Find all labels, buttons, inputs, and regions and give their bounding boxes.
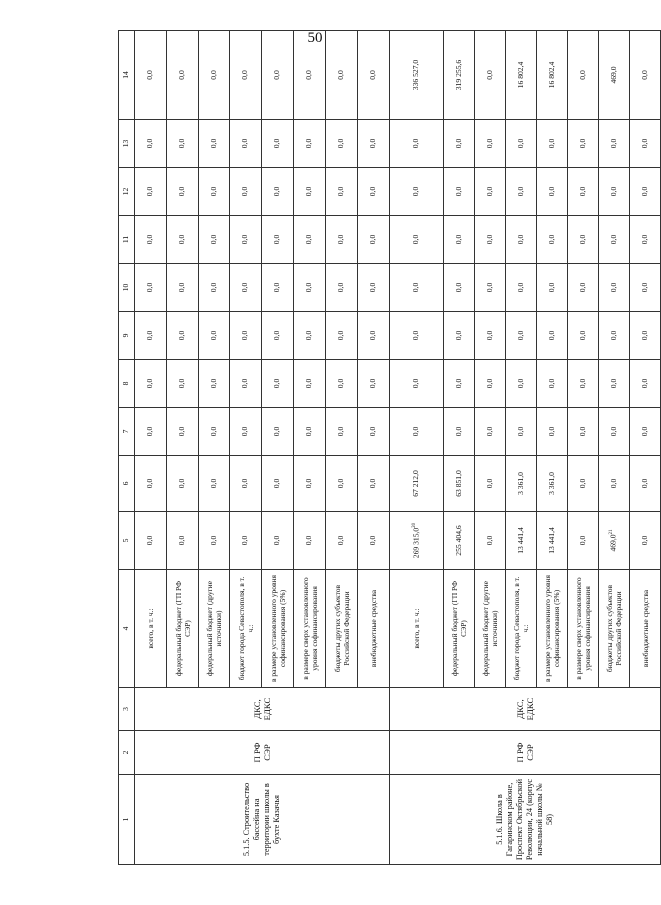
value-cell-col5 bbox=[630, 512, 661, 570]
value-cell: 0,0 bbox=[568, 216, 599, 264]
value-cell: 0,0 bbox=[230, 120, 262, 168]
value-cell: 0,0 bbox=[390, 216, 444, 264]
table-row bbox=[135, 31, 167, 865]
value-cell: 16 802,4 bbox=[506, 31, 537, 120]
value-cell: 0,0 bbox=[326, 120, 358, 168]
funding-source-cell: внебюджетные средства bbox=[358, 570, 390, 688]
value-cell: 0,0 bbox=[568, 456, 599, 512]
value-cell: 0,0 bbox=[537, 216, 568, 264]
value-cell: 0,0 bbox=[537, 120, 568, 168]
value-cell: 0,0 bbox=[475, 360, 506, 408]
value-cell-col5 bbox=[135, 512, 167, 570]
value-cell: 63 851,0 bbox=[444, 456, 475, 512]
value-cell: 469,0 bbox=[599, 31, 630, 120]
value-cell: 0,0 bbox=[230, 216, 262, 264]
table-row bbox=[390, 31, 444, 865]
value-cell: 0,0 bbox=[568, 312, 599, 360]
value-cell-col5 bbox=[358, 512, 390, 570]
value-cell: 0,0 bbox=[444, 360, 475, 408]
responsible-cell: ДКС, ЕДКС bbox=[135, 688, 390, 731]
value-cell: 0,0 bbox=[230, 360, 262, 408]
value-cell: 0,0 bbox=[599, 264, 630, 312]
value-cell: 0,0 bbox=[167, 120, 199, 168]
value-cell: 0,0 bbox=[358, 31, 390, 120]
value-text: 0,0 bbox=[208, 535, 218, 546]
value-cell: 0,0 bbox=[167, 168, 199, 216]
value-cell: 0,0 bbox=[167, 360, 199, 408]
value-cell: 0,0 bbox=[568, 264, 599, 312]
value-cell: 0,0 bbox=[135, 312, 167, 360]
value-cell: 0,0 bbox=[262, 31, 294, 120]
value-cell: 0,0 bbox=[135, 120, 167, 168]
value-cell: 0,0 bbox=[326, 312, 358, 360]
value-cell: 0,0 bbox=[167, 216, 199, 264]
value-text: 0,0 bbox=[484, 535, 494, 546]
value-text: 0,0 bbox=[577, 535, 587, 546]
value-cell: 0,0 bbox=[167, 456, 199, 512]
value-cell: 0,0 bbox=[135, 360, 167, 408]
value-cell: 0,0 bbox=[294, 168, 326, 216]
value-cell: 0,0 bbox=[326, 360, 358, 408]
value-cell-col5 bbox=[599, 512, 630, 570]
value-cell: 0,0 bbox=[444, 264, 475, 312]
funding-source-cell: в размере установленного уровня софинансирования (5%) bbox=[262, 570, 294, 688]
value-cell: 0,0 bbox=[475, 264, 506, 312]
funding-source-cell: всего, в т. ч.: bbox=[135, 570, 167, 688]
value-cell: 0,0 bbox=[199, 120, 230, 168]
value-cell: 3 361,0 bbox=[506, 456, 537, 512]
value-cell: 0,0 bbox=[167, 408, 199, 456]
value-cell: 0,0 bbox=[599, 312, 630, 360]
value-cell: 0,0 bbox=[599, 168, 630, 216]
footnote-ref: 20 bbox=[411, 522, 417, 528]
value-cell: 0,0 bbox=[135, 31, 167, 120]
rotated-table-container bbox=[118, 59, 650, 865]
value-cell: 0,0 bbox=[390, 120, 444, 168]
funding-source-cell: федеральный бюджет (другие источники) bbox=[475, 570, 506, 688]
responsible-cell: ДКС, ЕДКС bbox=[390, 688, 661, 731]
value-cell: 0,0 bbox=[630, 312, 661, 360]
value-cell: 0,0 bbox=[199, 312, 230, 360]
value-cell: 0,0 bbox=[294, 456, 326, 512]
value-cell: 0,0 bbox=[358, 408, 390, 456]
value-cell: 0,0 bbox=[230, 456, 262, 512]
funding-source-cell: бюджет города Севастополя, в т. ч.: bbox=[230, 570, 262, 688]
value-cell: 67 212,0 bbox=[390, 456, 444, 512]
value-cell: 0,0 bbox=[630, 264, 661, 312]
value-cell: 0,0 bbox=[358, 456, 390, 512]
value-text: 0,0 bbox=[368, 535, 378, 546]
value-cell: 0,0 bbox=[444, 408, 475, 456]
value-cell: 0,0 bbox=[475, 456, 506, 512]
value-cell: 0,0 bbox=[199, 408, 230, 456]
value-cell: 0,0 bbox=[262, 312, 294, 360]
value-cell-col5 bbox=[568, 512, 599, 570]
value-cell-col5 bbox=[390, 512, 444, 570]
value-cell: 0,0 bbox=[475, 312, 506, 360]
column-header: 5 bbox=[119, 512, 135, 570]
value-cell-col5 bbox=[506, 512, 537, 570]
value-cell: 0,0 bbox=[599, 360, 630, 408]
value-cell: 0,0 bbox=[294, 360, 326, 408]
value-cell: 0,0 bbox=[568, 168, 599, 216]
value-text: 0,0 bbox=[336, 535, 346, 546]
funding-source-cell: в размере сверх установленного уровня софинансирования bbox=[294, 570, 326, 688]
value-cell: 0,0 bbox=[475, 31, 506, 120]
value-cell: 0,0 bbox=[199, 360, 230, 408]
value-cell: 0,0 bbox=[599, 120, 630, 168]
column-header: 14 bbox=[119, 31, 135, 120]
value-cell: 0,0 bbox=[506, 360, 537, 408]
value-cell: 0,0 bbox=[199, 216, 230, 264]
funding-source-cell: в размере установленного уровня софинансирования (5%) bbox=[537, 570, 568, 688]
value-cell: 0,0 bbox=[630, 31, 661, 120]
funding-source-cell: бюджеты других субъектов Российской Федерации bbox=[599, 570, 630, 688]
value-cell: 0,0 bbox=[358, 216, 390, 264]
value-cell: 0,0 bbox=[390, 168, 444, 216]
value-cell: 0,0 bbox=[444, 312, 475, 360]
value-cell: 0,0 bbox=[506, 264, 537, 312]
value-cell: 0,0 bbox=[444, 216, 475, 264]
value-cell-col5 bbox=[294, 512, 326, 570]
column-header: 2 bbox=[119, 731, 135, 775]
value-cell: 0,0 bbox=[230, 168, 262, 216]
value-cell: 0,0 bbox=[230, 264, 262, 312]
value-cell: 0,0 bbox=[358, 312, 390, 360]
value-cell: 0,0 bbox=[630, 408, 661, 456]
value-cell: 0,0 bbox=[506, 408, 537, 456]
value-cell: 0,0 bbox=[262, 168, 294, 216]
value-cell: 0,0 bbox=[630, 120, 661, 168]
value-cell: 0,0 bbox=[537, 168, 568, 216]
value-cell: 0,0 bbox=[568, 408, 599, 456]
funding-source-cell: федеральный бюджет (ГП РФ СЭР) bbox=[167, 570, 199, 688]
project-name-cell: 5.1.6. Школа в Гагаринском районе, Проспект Октябрьской Революции, 24 (корпус начальной школы № 58) bbox=[390, 775, 661, 865]
value-cell: 0,0 bbox=[475, 408, 506, 456]
value-cell: 0,0 bbox=[294, 408, 326, 456]
value-cell-col5 bbox=[167, 512, 199, 570]
financing-table bbox=[118, 30, 661, 865]
funding-source-cell: в размере сверх установленного уровня софинансирования bbox=[568, 570, 599, 688]
page-number: 50 bbox=[307, 30, 323, 46]
value-cell: 0,0 bbox=[537, 264, 568, 312]
value-cell: 0,0 bbox=[599, 408, 630, 456]
value-cell: 0,0 bbox=[199, 264, 230, 312]
value-cell: 0,0 bbox=[326, 168, 358, 216]
value-cell: 0,0 bbox=[294, 216, 326, 264]
value-cell: 0,0 bbox=[199, 168, 230, 216]
value-cell: 0,0 bbox=[262, 360, 294, 408]
value-text: 0,0 bbox=[639, 535, 649, 546]
funding-source-cell: всего, в т. ч.: bbox=[390, 570, 444, 688]
header-row bbox=[119, 31, 135, 865]
value-cell: 0,0 bbox=[326, 408, 358, 456]
funding-source-cell: бюджеты других субъектов Российской Федерации bbox=[326, 570, 358, 688]
value-cell: 0,0 bbox=[599, 216, 630, 264]
value-text: 0,0 bbox=[272, 535, 282, 546]
column-header: 7 bbox=[119, 408, 135, 456]
value-cell: 0,0 bbox=[135, 264, 167, 312]
value-cell: 0,0 bbox=[358, 264, 390, 312]
value-cell: 0,0 bbox=[475, 168, 506, 216]
value-text: 469,0 bbox=[608, 534, 618, 552]
value-cell: 0,0 bbox=[390, 264, 444, 312]
value-cell-col5 bbox=[199, 512, 230, 570]
value-cell: 0,0 bbox=[475, 120, 506, 168]
value-cell: 0,0 bbox=[358, 120, 390, 168]
value-cell: 0,0 bbox=[506, 168, 537, 216]
value-cell: 0,0 bbox=[294, 120, 326, 168]
value-cell: 0,0 bbox=[568, 360, 599, 408]
program-cell: П РФ СЭР bbox=[135, 731, 390, 775]
value-cell: 0,0 bbox=[630, 360, 661, 408]
value-cell: 0,0 bbox=[167, 312, 199, 360]
column-header: 13 bbox=[119, 120, 135, 168]
value-cell: 0,0 bbox=[167, 264, 199, 312]
value-cell-col5 bbox=[326, 512, 358, 570]
value-cell-col5 bbox=[262, 512, 294, 570]
value-cell: 0,0 bbox=[568, 120, 599, 168]
funding-source-cell: федеральный бюджет (ГП РФ СЭР) bbox=[444, 570, 475, 688]
value-cell: 0,0 bbox=[537, 312, 568, 360]
value-text: 13 441,4 bbox=[546, 527, 556, 554]
value-cell-col5 bbox=[444, 512, 475, 570]
funding-source-cell: федеральный бюджет (другие источники) bbox=[199, 570, 230, 688]
project-name-cell: 5.1.5. Строительство бассейна на территории школы в бухте Казачья bbox=[135, 775, 390, 865]
value-text: 0,0 bbox=[145, 535, 155, 546]
value-text: 13 441,4 bbox=[515, 527, 525, 554]
value-cell: 0,0 bbox=[135, 408, 167, 456]
value-cell: 0,0 bbox=[135, 168, 167, 216]
value-cell-col5 bbox=[537, 512, 568, 570]
value-cell: 0,0 bbox=[294, 264, 326, 312]
value-cell: 0,0 bbox=[326, 456, 358, 512]
value-cell: 0,0 bbox=[230, 408, 262, 456]
column-header: 6 bbox=[119, 456, 135, 512]
value-cell-col5 bbox=[230, 512, 262, 570]
value-cell: 0,0 bbox=[506, 312, 537, 360]
value-text: 0,0 bbox=[177, 535, 187, 546]
value-cell: 0,0 bbox=[135, 456, 167, 512]
value-cell: 0,0 bbox=[390, 312, 444, 360]
value-cell-col5 bbox=[475, 512, 506, 570]
value-cell: 0,0 bbox=[326, 31, 358, 120]
column-header: 1 bbox=[119, 775, 135, 865]
value-cell: 0,0 bbox=[167, 31, 199, 120]
column-header: 9 bbox=[119, 312, 135, 360]
value-cell: 0,0 bbox=[294, 312, 326, 360]
value-cell: 0,0 bbox=[230, 312, 262, 360]
value-cell: 0,0 bbox=[390, 408, 444, 456]
value-cell: 3 361,0 bbox=[537, 456, 568, 512]
column-header: 8 bbox=[119, 360, 135, 408]
value-cell: 0,0 bbox=[199, 31, 230, 120]
value-cell: 336 527,0 bbox=[390, 31, 444, 120]
value-cell: 0,0 bbox=[630, 168, 661, 216]
value-text: 0,0 bbox=[240, 535, 250, 546]
value-cell: 0,0 bbox=[506, 120, 537, 168]
value-cell: 0,0 bbox=[630, 216, 661, 264]
value-cell: 0,0 bbox=[262, 264, 294, 312]
value-text: 255 404,6 bbox=[453, 525, 463, 556]
program-cell: П РФ СЭР bbox=[390, 731, 661, 775]
value-cell: 319 255,6 bbox=[444, 31, 475, 120]
column-header: 4 bbox=[119, 570, 135, 688]
funding-source-cell: бюджет города Севастополя, в т. ч.: bbox=[506, 570, 537, 688]
value-text: 0,0 bbox=[304, 535, 314, 546]
value-cell: 0,0 bbox=[630, 456, 661, 512]
value-cell: 0,0 bbox=[262, 456, 294, 512]
value-cell: 0,0 bbox=[358, 360, 390, 408]
value-cell: 0,0 bbox=[537, 408, 568, 456]
value-cell: 0,0 bbox=[390, 360, 444, 408]
column-header: 11 bbox=[119, 216, 135, 264]
value-cell: 0,0 bbox=[326, 216, 358, 264]
value-cell: 0,0 bbox=[262, 408, 294, 456]
value-cell: 0,0 bbox=[135, 216, 167, 264]
value-cell: 0,0 bbox=[475, 216, 506, 264]
value-cell: 0,0 bbox=[294, 31, 326, 120]
value-cell: 0,0 bbox=[537, 360, 568, 408]
column-header: 3 bbox=[119, 688, 135, 731]
value-cell: 0,0 bbox=[326, 264, 358, 312]
value-cell: 0,0 bbox=[262, 120, 294, 168]
table-body bbox=[119, 31, 661, 865]
footnote-ref: 21 bbox=[609, 529, 615, 535]
value-text: 269 315,0 bbox=[411, 527, 421, 559]
column-header: 12 bbox=[119, 168, 135, 216]
value-cell: 0,0 bbox=[230, 31, 262, 120]
value-cell: 0,0 bbox=[199, 456, 230, 512]
value-cell: 16 802,4 bbox=[537, 31, 568, 120]
value-cell: 0,0 bbox=[568, 31, 599, 120]
value-cell: 0,0 bbox=[444, 168, 475, 216]
value-cell: 0,0 bbox=[599, 456, 630, 512]
value-cell: 0,0 bbox=[444, 120, 475, 168]
funding-source-cell: внебюджетные средства bbox=[630, 570, 661, 688]
value-cell: 0,0 bbox=[358, 168, 390, 216]
column-header: 10 bbox=[119, 264, 135, 312]
value-cell: 0,0 bbox=[262, 216, 294, 264]
value-cell: 0,0 bbox=[506, 216, 537, 264]
